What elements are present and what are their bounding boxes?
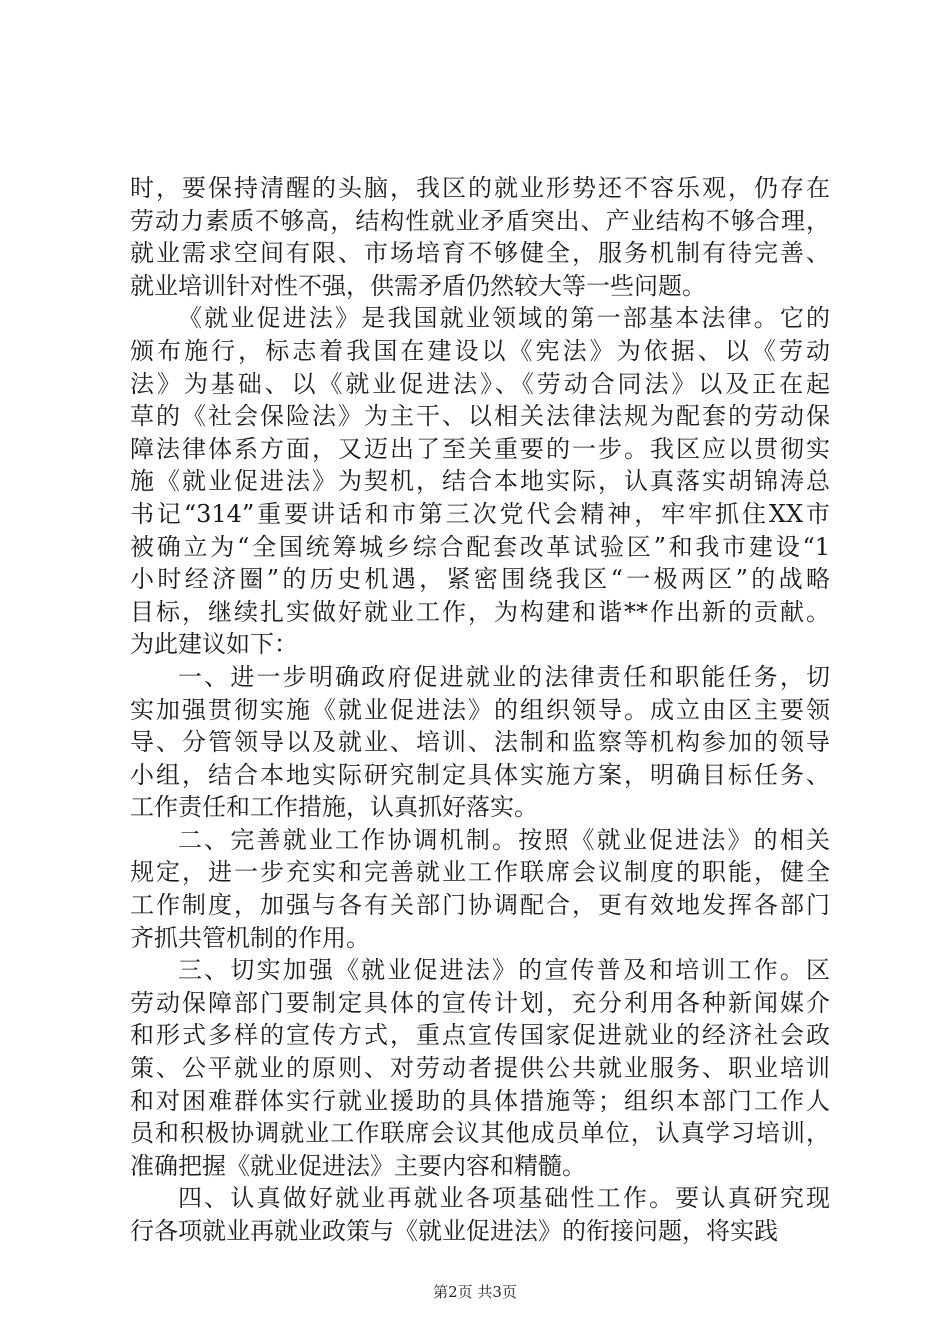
paragraph-4-line-3: 工作制度，加强与各有关部门协调配合，更有效地发挥各部门 — [130, 891, 830, 920]
paragraph-5-line-1: 三、切实加强《就业促进法》的宣传普及和培训工作。区 — [178, 956, 830, 985]
paragraph-5-line-7: 准确把握《就业促进法》主要内容和精髓。 — [130, 1151, 586, 1180]
paragraph-4-line-1: 二、完善就业工作协调机制。按照《就业促进法》的相关 — [178, 825, 830, 854]
paragraph-2-line-2: 颁布施行，标志着我国在建设以《宪法》为依据、以《劳动 — [130, 336, 830, 365]
paragraph-5-line-6: 员和积极协调就业工作联席会议其他成员单位，认真学习培训， — [130, 1119, 830, 1148]
paragraph-4-line-2: 规定，进一步充实和完善就业工作联席会议制度的职能，健全 — [130, 858, 830, 887]
paragraph-2-line-11: 为此建议如下： — [130, 630, 298, 659]
paragraph-2-line-7: 书记“314”重要讲话和市第三次党代会精神，牢牢抓住XX市 — [130, 499, 830, 528]
paragraph-1-line-1: 时，要保持清醒的头脑，我区的就业形势还不容乐观，仍存在 — [130, 174, 830, 202]
paragraph-3-line-4: 小组，结合本地实际研究制定具体实施方案，明确目标任务、 — [130, 760, 830, 789]
paragraph-3-line-3: 导、分管领导以及就业、培训、法制和监察等机构参加的领导 — [130, 728, 830, 757]
paragraph-2-line-5: 障法律体系方面，又迈出了至关重要的一步。我区应以贯彻实 — [130, 434, 830, 463]
paragraph-5-line-5: 和对困难群体实行就业援助的具体措施等；组织本部门工作人 — [130, 1086, 830, 1115]
paragraph-1-line-4: 就业培训针对性不强，供需矛盾仍然较大等一些问题。 — [130, 271, 706, 300]
paragraph-2-line-3: 法》为基础、以《就业促进法》、《劳动合同法》以及正在起 — [130, 369, 830, 398]
paragraph-2-line-8: 被确立为“全国统筹城乡综合配套改革试验区”和我市建设“1 — [130, 532, 830, 561]
paragraph-2-line-9: 小时经济圈”的历史机遇，紧密围绕我区“一极两区”的战略 — [130, 565, 830, 594]
paragraph-2-line-6: 施《就业促进法》为契机，结合本地实际，认真落实胡锦涛总 — [130, 467, 830, 496]
paragraph-5-line-2: 劳动保障部门要制定具体的宣传计划，充分利用各种新闻媒介 — [130, 988, 830, 1017]
paragraph-1-line-3: 就业需求空间有限、市场培育不够健全，服务机制有待完善、 — [130, 239, 830, 268]
paragraph-2-line-1: 《就业促进法》是我国就业领域的第一部基本法律。它的 — [178, 304, 830, 333]
paragraph-3-line-2: 实加强贯彻实施《就业促进法》的组织领导。成立由区主要领 — [130, 695, 830, 724]
paragraph-5-line-3: 和形式多样的宣传方式，重点宣传国家促进就业的经济社会政 — [130, 1021, 830, 1050]
paragraph-6-line-1: 四、认真做好就业再就业各项基础性工作。要认真研究现 — [178, 1184, 830, 1213]
paragraph-3-line-1: 一、进一步明确政府促进就业的法律责任和职能任务，切 — [178, 662, 830, 691]
paragraph-6-line-2: 行各项就业再就业政策与《就业促进法》的衔接问题，将实践 — [130, 1217, 778, 1245]
paragraph-2-line-4: 草的《社会保险法》为主干、以相关法律法规为配套的劳动保 — [130, 402, 830, 431]
paragraph-2-line-10: 目标，继续扎实做好就业工作，为构建和谐**作出新的贡献。 — [130, 597, 830, 626]
document-body — [130, 172, 830, 1248]
paragraph-4-line-4: 齐抓共管机制的作用。 — [130, 923, 370, 952]
page-footer: 第2页 共3页 — [433, 1283, 517, 1301]
paragraph-3-line-5: 工作责任和工作措施，认真抓好落实。 — [130, 793, 538, 822]
paragraph-5-line-4: 策、公平就业的原则、对劳动者提供公共就业服务、职业培训 — [130, 1054, 830, 1083]
paragraph-1-line-2: 劳动力素质不够高，结构性就业矛盾突出、产业结构不够合理， — [130, 206, 830, 235]
